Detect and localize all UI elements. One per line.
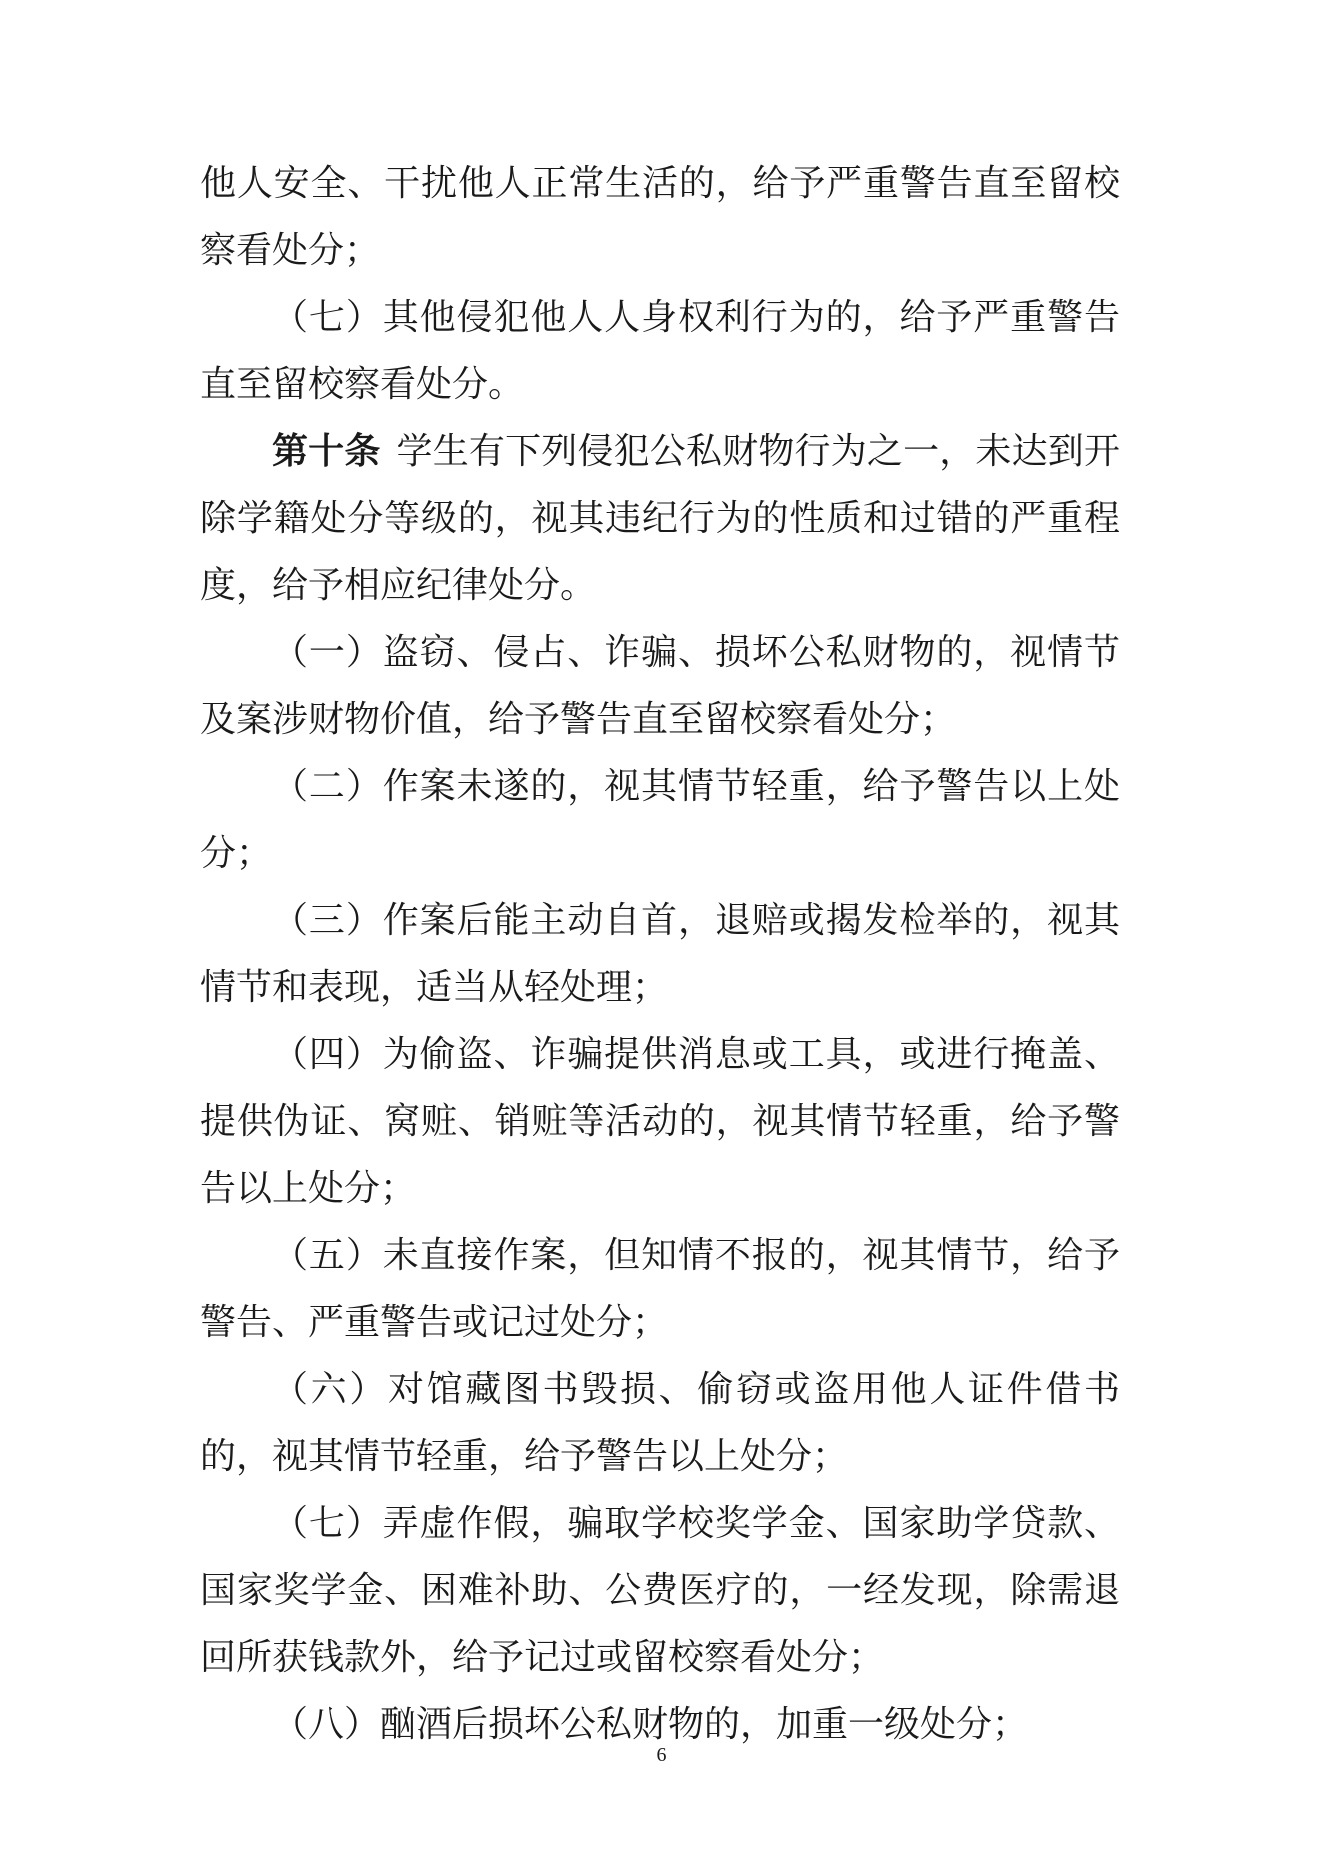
article-heading: 第十条 [272, 431, 381, 472]
article-10-paragraph [200, 418, 1120, 619]
paragraph-item-7: （七）其他侵犯他人人身权利行为的，给予严重警告直至留校察看处分。 [200, 297, 1120, 405]
paragraph-item-8: （八）酗酒后损坏公私财物的，加重一级处分； [272, 1704, 1029, 1745]
paragraph-item-3: （三）作案后能主动自首，退赔或揭发检举的，视其情节和表现，适当从轻处理； [200, 900, 1120, 1008]
paragraph-item-2: （二）作案未遂的，视其情节轻重，给予警告以上处分； [200, 766, 1120, 874]
paragraph-item-5: （五）未直接作案，但知情不报的，视其情节，给予警告、严重警告或记过处分； [200, 1235, 1120, 1343]
page-number: 6 [656, 1744, 667, 1766]
paragraph-item-6: （六）对馆藏图书毁损、偷窃或盗用他人证件借书的，视其情节轻重，给予警告以上处分； [200, 1369, 1120, 1477]
paragraph-continuation: 他人安全、干扰他人正常生活的，给予严重警告直至留校察看处分； [200, 163, 1120, 271]
paragraph-item-4: （四）为偷盗、诈骗提供消息或工具，或进行掩盖、提供伪证、窝赃、销赃等活动的，视其情节轻重，给予警告以上处分； [200, 1034, 1120, 1209]
article-10-text: 学生有下列侵犯公私财物行为之一，未达到开除学籍处分等级的，视其违纪行为的性质和过错的严重程度，给予相应纪律处分。 [200, 431, 1120, 606]
paragraph-item-1: （一）盗窃、侵占、诈骗、损坏公私财物的，视情节及案涉财物价值，给予警告直至留校察看处分； [200, 632, 1120, 740]
paragraph-item-7b: （七）弄虚作假，骗取学校奖学金、国家助学贷款、国家奖学金、困难补助、公费医疗的，一经发现，除需退回所获钱款外，给予记过或留校察看处分； [200, 1503, 1120, 1678]
document-body [200, 150, 1120, 1758]
